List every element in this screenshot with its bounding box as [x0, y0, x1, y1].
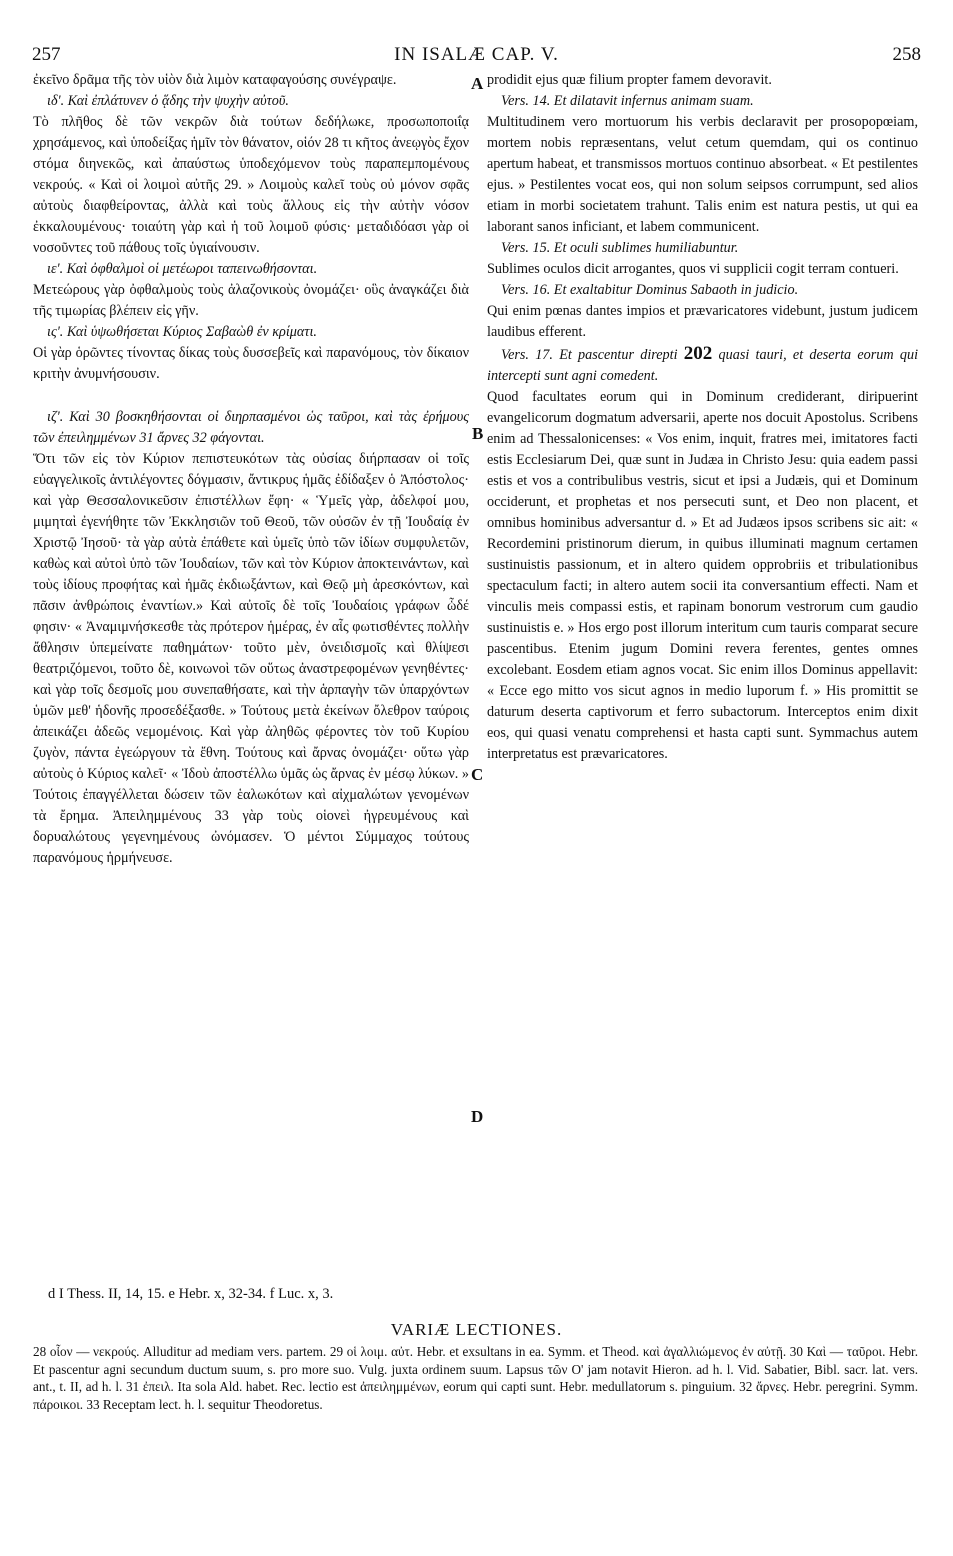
variae-lectiones: 28 οἷον — νεκρούς. Alluditur ad mediam vers. partem. 29 οἱ λοιμ. αὐτ. Hebr. et exsultans in ea. Symm. et Theod. καὶ ἀγαλλιώμενος ἐν αὐτῇ. 30 Καὶ — ταῦροι. Hebr. Et pascentur agni secundum ductum suum, s. pro more suo. Vulg. juxta ordinem suum. Lapsus τῶν Ο' jam notavit Hieron. ad h. l. Vid. Sabatier, Bibl. sacr. lat. vers. ant., t. II, ad h. l. 31 ἐπειλ. Ita sola Ald. habet. Rec. lectio est ἀπειλημμένων, eorum qui capti sunt. Hebr. medullatorum s. pinguium. 32 ἄρνες. Hebr. peregrini. Symm. πάροικοι. 33 Receptam lect. h. l. sequitur Theodoretus.: [33, 1344, 918, 1412]
latin-verse-heading: Vers. 15. Et oculi sublimes humiliabuntur.: [501, 240, 739, 256]
greek-verse-heading: ιδ'. Καὶ ἐπλάτυνεν ὁ ᾅδης τὴν ψυχὴν αὐτοῦ.: [47, 93, 289, 109]
latin-column: [487, 70, 918, 765]
greek-verse-heading: ιζ'. Καὶ 30 βοσκηθήσονται οἱ διηρπασμένοι ὡς ταῦροι, καὶ τὰς ἐρήμους τῶν ἐπειλημμένων 31 ἄρνες 32 φάγονται.: [33, 409, 469, 446]
latin-paragraph: Quod facultates eorum qui in Dominum crediderant, diripuerint evangelicorum dogmatum adversarii, aperte nos docuit Apostolus. Scribens enim ad Thessalonicenses: « Vos enim, inquit, fratres mei, imitatores facti estis Ecclesiarum Dei, quæ sunt in Judæa in Christo Jesu: quia eadem passi estis et vos a contribulibus vestris, sicut et ipsi a Judæis, qui et Dominum occiderunt, et prophetas et nos persecuti sunt, et Deo non placent, et omnibus hominibus adversantur d. » Et ad Judæos ipsos scribens sic ait: « Recordemini pristinorum dierum, in quibus illuminati magnum certamen sustinuistis passionum, et in altero quidem opprobriis et tribulationibus spectaculum facti; in altero autem socii ita conversantium effecti. Nam et vinculis meis compassi estis, et rapinam bonorum vestrorum cum gaudio sustinuistis e. » Hos ergo post illorum interitum cum tauris comparat secure pascentibus. Etenim jugum Domini revera ferentes, gentes omnes excolebant. Eosdem etiam agnos vocat. Sic enim illos Dominus appellavit: « Ecce ego mitto vos sicut agnos in medio luporum f. » His promittit se daturum deserta captivorum et ferro subactorum. Interceptos enim dixit eos, qui quasi venatu comprehensi et hasta capti sunt. Symmachus autem interpretatus est prævaricatores.: [487, 389, 918, 762]
footnotes: d I Thess. II, 14, 15. e Hebr. x, 32-34. f Luc. x, 3.: [48, 1286, 334, 1302]
greek-paragraph: ἐκεῖνο δρᾶμα τῆς τὸν υἱὸν διὰ λιμὸν καταφαγούσης συνέγραψε.: [33, 72, 397, 88]
greek-paragraph: Ὅτι τῶν εἰς τὸν Κύριον πεπιστευκότων τὰς οὐσίας διήρπασαν οἱ τοῖς εὐαγγελικοῖς ἀντιλέγοντες δόγμασιν, ἄντικρυς ἡμᾶς ἐδίδαξεν ὁ Ἀπόστολος· καὶ γὰρ Θεσσαλονικεῦσιν ἐπιστέλλων ἔφη· « Ὑμεῖς γὰρ, ἀδελφοί μου, μιμηταὶ ἐγενήθητε τῶν Ἐκκλησιῶν τοῦ Θεοῦ, τῶν οὐσῶν ἐν τῇ Ἰουδαίᾳ ἐν Χριστῷ Ἰησοῦ· τὰ γὰρ αὐτὰ ἐπάθετε καὶ ὑμεῖς ὑπὸ τῶν ἰδίων συμφυλετῶν, καθὼς καὶ αὐτοὶ ὑπὸ τῶν Ἰουδαίων, τῶν καὶ τὸν Κύριον ἀποκτεινάντων, καὶ τοὺς ἰδίους προφήτας καὶ ἡμᾶς ἐκδιωξάντων, καὶ Θεῷ μὴ ἀρεσκόντων, καὶ πᾶσιν ἀνθρώποις ἐναντίων.» Καὶ αὐτοῖς δὲ τοῖς Ἰουδαίοις γράφων ὧδέ φησιν· « Ἀναμιμνήσκεσθε τὰς πρότερον ἡμέρας, ἐν αἷς φωτισθέντες πολλὴν ἄθλησιν ὑπεμείνατε παθημάτων· τοῦτο μὲν, ὀνειδισμοῖς καὶ θλίψεσι θεατριζόμενοι, τοῦτο δὲ, κοινωνοὶ τῶν οὕτως ἀναστρεφομένων γενηθέντες· καὶ γὰρ τοῖς δεσμοῖς μου συνεπαθήσατε, καὶ τὴν ἁρπαγὴν τῶν ὑπαρχόντων ὑμῶν μεθ' ἡδονῆς προσεδέξασθε. » Τούτους μετὰ ἐκείνων ὄλεθρον ταύροις ἀπεικάζει ἀδεῶς νεμομένοις. Καὶ γὰρ ἀληθῶς φέροντες τὸν τοῦ Κυρίου ζυγὸν, πάντα ἐγεώργουν τὰ ἔθνη. Τούτους καὶ ἄρνας ὀνομάζει· οὕτω γὰρ αὐτοὺς ὁ Κύριος καλεῖ· « Ἰδοὺ ἀποστέλλω ὑμᾶς ὡς ἄρνας ἐν μέσῳ λύκων. » Τούτοις ἐπαγγέλλεται δώσειν τῶν ἑαλωκότων καὶ αἰχμαλώτων γενομένων τὰ ἔρημα. Ἀπειλημμένους 33 γὰρ τοὺς οἱονεὶ ἠγρευμένους καὶ δορυαλώτους γεγενημένους ὠνόμασεν. Ὁ μέντοι Σύμμαχος τούτους παρανόμους ἡρμήνευσε.: [33, 451, 469, 866]
margin-marker-c: C: [471, 765, 484, 784]
margin-marker-a: A: [471, 74, 484, 93]
greek-paragraph: Μετεώρους γὰρ ὀφθαλμοὺς τοὺς ἀλαζονικοὺς ὀνομάζει· οὓς ἀναγκάζει διὰ τῆς τιμωρίας βλέπειν εἰς γῆν.: [33, 282, 469, 319]
latin-paragraph: prodidit ejus quæ filium propter famem devoravit.: [487, 72, 772, 88]
margin-marker-d: D: [471, 1107, 484, 1126]
running-header: [32, 44, 921, 68]
latin-paragraph: Sublimes oculos dicit arrogantes, quos vi supplicii cogit terram contueri.: [487, 261, 899, 277]
latin-verse-heading-text: Vers. 17. Et pascentur direpti: [501, 347, 678, 363]
latin-verse-heading: [487, 343, 918, 387]
left-page-number: 257: [32, 44, 61, 65]
latin-verse-heading-text: quasi tauri, et deserta eorum qui intercepti sunt agni comedent.: [487, 347, 919, 384]
right-page-number: 258: [892, 44, 921, 65]
greek-paragraph: Τὸ πλῆθος δὲ τῶν νεκρῶν διὰ τούτων δεδήλωκε, προσωποποιΐᾳ χρησάμενος, καὶ ὑποδείξας ἡμῖν τὸν θάνατον, οἱόν 28 τι κῆτος ἀνεῳγὸς ἔχον στόμα διηνεκῶς, καὶ ἀπαύστως ὑποδεχόμενον τοὺς παραπεμπομένους νεκρούς. « Καὶ οἱ λοιμοὶ αὐτῆς 29. » Λοιμοὺς καλεῖ τοὺς οὐ μόνον σφᾶς αὐτοὺς διαφθείροντας, ἀλλὰ καὶ τοὺς ἄλλους εἰς τὴν αὐτὴν νόσον ἐκκαλουμένους· τοιαύτη γὰρ καὶ ἡ τοῦ λοιμοῦ φύσις· μεταδιδόασι γὰρ οἱ νοσοῦντες τοῦ πάθους τοῖς ὑγιαίνουσιν.: [33, 114, 469, 256]
latin-paragraph: Qui enim pœnas dantes impios et prævaricatores videbunt, justum judicem laudibus efferent.: [487, 303, 918, 340]
margin-marker-b: B: [472, 424, 484, 443]
greek-verse-heading: ις'. Καὶ ὑψωθήσεται Κύριος Σαβαὼθ ἐν κρίματι.: [47, 324, 317, 340]
latin-verse-heading: Vers. 16. Et exaltabitur Dominus Sabaoth in judicio.: [501, 282, 799, 298]
latin-paragraph: Multitudinem vero mortuorum his verbis declaravit per prosopopœiam, mortem nobis repræsentans, velut cetum quemdam, qui os continuo apertum habeat, et transmissos mortuos continuo absorbeat. « Et pestilentes ejus. » Pestilentes vocat eos, qui non solum seipsos corrumpunt, sed alios etiam in morbi societatem trahunt. Talis enim est natura pestis, ut qui ea laborant sanos inficiant, et labem communicent.: [487, 114, 918, 235]
greek-verse-heading: ιε'. Καὶ ὀφθαλμοὶ οἱ μετέωροι ταπεινωθήσονται.: [47, 261, 318, 277]
variae-lectiones-title: VARIÆ LECTIONES.: [390, 1320, 563, 1339]
page-title: IN ISALÆ CAP. V.: [394, 44, 559, 65]
greek-paragraph: Οἱ γὰρ ὁρῶντες τίνοντας δίκας τοὺς δυσσεβεῖς καὶ παρανόμους, τὸν δίκαιον κριτὴν ἀνυμνήσουσιν.: [33, 345, 469, 382]
column-number: 202: [683, 343, 713, 364]
greek-column: [33, 70, 469, 869]
latin-verse-heading: Vers. 14. Et dilatavit infernus animam suam.: [501, 93, 754, 109]
